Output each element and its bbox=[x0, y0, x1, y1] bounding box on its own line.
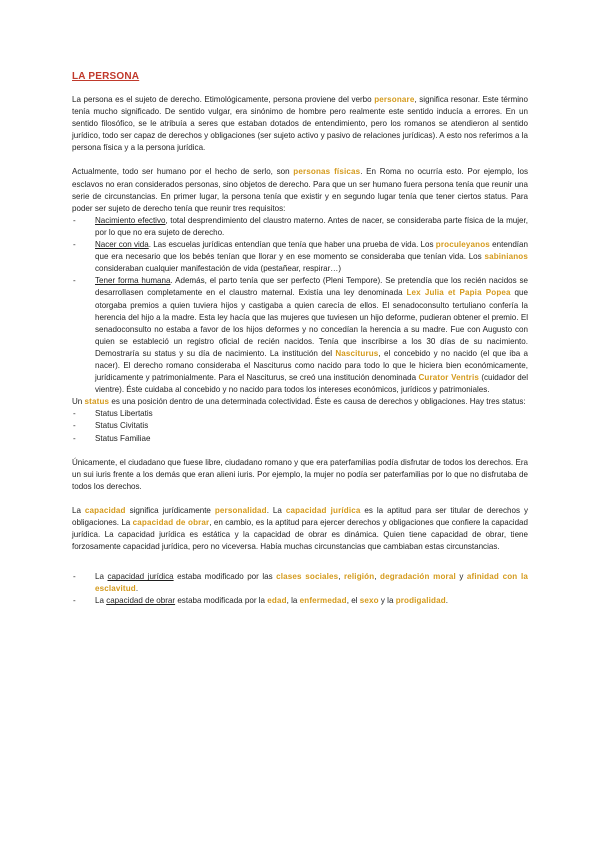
requirements-list bbox=[72, 215, 528, 396]
underlined-term: capacidad de obrar bbox=[106, 596, 176, 606]
highlight-term: Lex Julia et Papia Popea bbox=[406, 288, 511, 298]
highlight-term: capacidad de obrar bbox=[132, 518, 210, 527]
text: , bbox=[374, 572, 381, 582]
highlight-term: edad bbox=[267, 596, 287, 606]
status-paragraph bbox=[72, 396, 528, 408]
text: . Las escuelas jurídicas entendían que tenía que haber una prueba de vida. Los bbox=[148, 240, 436, 250]
list-item bbox=[72, 215, 528, 239]
highlight-term: proculeyanos bbox=[435, 240, 490, 250]
highlight-term: personare bbox=[374, 95, 415, 104]
list-item bbox=[72, 275, 528, 396]
text: que otorgaba premios a quien tuviera hijos y castigaba a quien carecía de ellos. El senadoconsulto tertuliano confería la herencia del hijo a la madre. Esta ley hacía que las mujeres que tuviesen un hijo deforme, pudieran obtener el premio. El senadoconsulto no estaba a favor de los hijos deformes y no concedían la herencia a su madre. Fue con Augusto con quien se estableció un registro oficial de recién nacidos. Tenía que inscribirse a los 30 días de su nacimiento. Demostraría su status y su día de nacimiento. La institución del bbox=[95, 288, 528, 358]
highlight-term: capacidad jurídica bbox=[285, 505, 361, 515]
text: y bbox=[455, 572, 467, 582]
text: , bbox=[338, 572, 345, 582]
text: estaba modificado por las bbox=[173, 572, 277, 582]
capacity-list bbox=[72, 571, 528, 607]
text: . En Roma no ocurría esto. Por ejemplo, los esclavos no eran considerados personas, sino objetos de derecho. Para que un ser humano fuera persona tenía que reunir una serie de circunstancias. En primer lugar, la persona tenía que existir y en segundo lugar tenía que tener ciertos status. Para poder ser sujeto de derecho tenía que reunir tres requisitos: bbox=[72, 167, 529, 213]
underlined-term: Nacer con vida bbox=[95, 240, 149, 250]
text: estaba modificada por la bbox=[175, 596, 268, 606]
underlined-term: Tener forma humana bbox=[95, 276, 171, 286]
highlight-term: personas físicas bbox=[293, 167, 361, 177]
text: , total desprendimiento del claustro materno. Antes de nacer, se consideraba parte física de la mujer, por lo que no era sujeto de derecho. bbox=[95, 215, 529, 237]
text: , en cambio, es la aptitud para ejercer derechos y obligaciones que confiere la capacidad jurídica. La capacidad jurídica es estática y la capacidad de obrar es dinámica. Quien tiene capacidad de obrar, tiene forzosamente capacidad jurídica, pero no viceversa. Había muchas circunstancias que cambiaban estas circunstancias. bbox=[72, 518, 529, 552]
list-item bbox=[72, 571, 528, 595]
highlight-term: degradación moral bbox=[380, 572, 456, 582]
status-item: - Status Civitatis bbox=[72, 420, 528, 432]
text: consideraban cualquier manifestación de vida (pestañear, respirar…) bbox=[95, 264, 342, 274]
highlight-term: sexo bbox=[359, 596, 379, 606]
highlight-term: clases sociales bbox=[276, 572, 339, 582]
list-item bbox=[72, 239, 528, 275]
capacity-paragraph bbox=[72, 505, 528, 553]
text: La bbox=[72, 505, 85, 515]
text: La bbox=[95, 596, 107, 606]
text: Un bbox=[72, 397, 85, 407]
spacer bbox=[72, 445, 528, 457]
highlight-term: Nasciturus bbox=[335, 348, 379, 358]
status-list bbox=[72, 408, 528, 444]
intro-paragraph bbox=[72, 94, 528, 154]
status-item: - Status Familiae bbox=[72, 433, 528, 445]
highlight-term: afinidad con la esclavitud bbox=[95, 572, 528, 594]
text: , significa resonar. Este término tenía mucho significado. De sentido vulgar, era sinónimo de hombre pero realmente este sentido inducía a errores. En un sentido filosófico, se le atribuía a seres que estaban dotados de entendimiento, pero los romanos se atendieron al sentido jurídico, todo ser capaz de derechos y obligaciones (ser sujeto activo y pasivo de relaciones jurídicas). A esto nos referimos a la persona física y a la persona jurídica. bbox=[72, 95, 529, 153]
underlined-term: capacidad jurídica bbox=[107, 572, 174, 582]
citizen-paragraph: Únicamente, el ciudadano que fuese libre, ciudadano romano y que era paterfamilias podía disfrutar de todos los derechos. Era un sui iuris frente a los demás que eran alieni iuris. Por ejemplo, la mujer no podía ser paterfamilias por lo que no disfrutaba de todos los derechos. bbox=[72, 457, 528, 491]
underlined-term: Nacimiento efectivo bbox=[95, 215, 166, 225]
text: . Además, el parto tenía que ser perfecto (Pleni Tempore). Se pretendía que los recién nacidos se desarrollasen completamente en el claustro maternal. Existía una ley denominada bbox=[95, 276, 529, 298]
status-item: - Status Libertatis bbox=[72, 408, 528, 420]
text: es la aptitud para ser titular de derechos y obligaciones. La bbox=[72, 505, 528, 527]
text: (cuidador del vientre). Éste cuidaba al concebido y no nacido para todos los intereses económicos, jurídicos y patrimoniales. bbox=[95, 373, 528, 395]
text: Actualmente, todo ser humano por el hecho de serlo, son bbox=[72, 167, 294, 177]
text: . bbox=[135, 584, 139, 594]
text: es una posición dentro de una determinada colectividad. Éste es causa de derechos y obligaciones. Hay tres status: bbox=[109, 397, 526, 407]
text: La persona es el sujeto de derecho. Etimológicamente, persona proviene del verbo bbox=[72, 95, 375, 104]
page-title: LA PERSONA bbox=[72, 71, 140, 82]
text: y la bbox=[378, 596, 396, 606]
text: significa jurídicamente bbox=[125, 505, 215, 515]
text: , el concebido y no nacido (el que iba a nacer). El derecho romano consideraba el Nasciturus como nacido para todo lo que le hiciera bien económicamente, jurídicamente y patrimonialmente. Para el Nasciturus, se creó una institución denominada bbox=[95, 348, 528, 383]
highlight-term: religión bbox=[344, 572, 375, 582]
text: . bbox=[445, 596, 449, 606]
text: entendían que era necesario que los bebés tenían que llorar y en ese momento se consideraba que tenían vida. Los bbox=[95, 240, 528, 262]
document-body bbox=[72, 71, 528, 608]
highlight-term: enfermedad bbox=[299, 596, 347, 606]
highlight-term: status bbox=[84, 397, 110, 407]
text: , la bbox=[286, 596, 300, 606]
highlight-term: personalidad bbox=[214, 505, 267, 515]
highlight-term: capacidad bbox=[84, 505, 126, 515]
highlight-term: prodigalidad bbox=[395, 596, 446, 606]
list-item bbox=[72, 595, 528, 607]
physical-persons-paragraph bbox=[72, 166, 528, 214]
highlight-term: sabinianos bbox=[484, 252, 528, 262]
text: , el bbox=[346, 596, 360, 606]
text: . La bbox=[266, 505, 286, 515]
text: La bbox=[95, 572, 108, 582]
highlight-term: Curator Ventris bbox=[418, 373, 479, 383]
